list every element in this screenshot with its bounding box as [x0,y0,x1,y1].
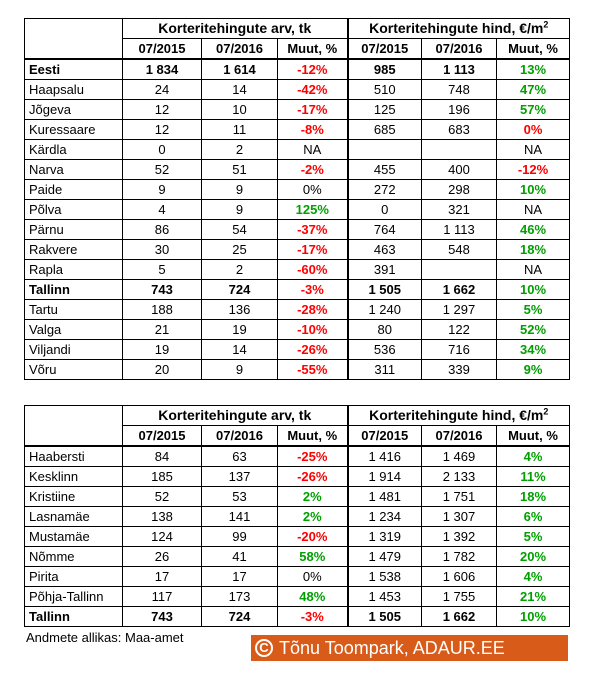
price-2015: 1 416 [348,446,422,467]
price-2015: 1 481 [348,487,422,507]
price-change: NA [497,140,570,160]
price-2015: 985 [348,59,422,80]
count-2015: 20 [123,360,202,380]
count-2015: 743 [123,607,202,627]
count-2016: 2 [202,140,278,160]
price-2015: 391 [348,260,422,280]
table-row [25,180,570,200]
price-2015: 1 319 [348,527,422,547]
count-change: -12% [278,59,348,80]
price-2016: 122 [422,320,497,340]
count-2016: 99 [202,527,278,547]
credit-banner [251,635,568,661]
price-2015: 1 240 [348,300,422,320]
table-row [25,140,570,160]
price-change: NA [497,260,570,280]
table-row [25,587,570,607]
count-change: 2% [278,487,348,507]
table-row [25,547,570,567]
table-row [25,80,570,100]
price-2015: 764 [348,220,422,240]
districts-table [24,405,570,627]
table-row [25,607,570,627]
table-row [25,200,570,220]
price-2015: 272 [348,180,422,200]
count-2015: 86 [123,220,202,240]
row-name: Tallinn [25,607,123,627]
price-change: 46% [497,220,570,240]
count-2016: 9 [202,200,278,220]
price-2015: 455 [348,160,422,180]
count-change: -28% [278,300,348,320]
row-name: Pärnu [25,220,123,240]
count-change: -37% [278,220,348,240]
row-name: Valga [25,320,123,340]
price-2016 [422,260,497,280]
count-2016: 2 [202,260,278,280]
price-2015: 536 [348,340,422,360]
table-row [25,507,570,527]
count-change: 2% [278,507,348,527]
row-name: Kristiine [25,487,123,507]
count-2015: 4 [123,200,202,220]
price-2015: 0 [348,200,422,220]
corner-cell [25,19,123,60]
count-2015: 52 [123,487,202,507]
count-2016: 14 [202,80,278,100]
price-2015: 463 [348,240,422,260]
table-row [25,567,570,587]
row-name: Viljandi [25,340,123,360]
price-change: 47% [497,80,570,100]
count-change: -10% [278,320,348,340]
price-2016 [422,140,497,160]
price-change: 34% [497,340,570,360]
count-2015: 30 [123,240,202,260]
count-change: -8% [278,120,348,140]
price-change: 20% [497,547,570,567]
row-name: Haabersti [25,446,123,467]
price-2016: 1 392 [422,527,497,547]
count-2016: 9 [202,360,278,380]
price-2016: 1 297 [422,300,497,320]
count-change: -3% [278,280,348,300]
price-2016: 683 [422,120,497,140]
table-row [25,487,570,507]
price-2015: 1 505 [348,280,422,300]
price-2015: 1 479 [348,547,422,567]
price-2015: 125 [348,100,422,120]
row-name: Põlva [25,200,123,220]
count-2016: 724 [202,280,278,300]
price-change: 4% [497,446,570,467]
price-change: 5% [497,527,570,547]
price-2016: 298 [422,180,497,200]
price-2016: 321 [422,200,497,220]
row-name: Tallinn [25,280,123,300]
period-header: 07/2015 [123,426,202,447]
count-2015: 12 [123,120,202,140]
price-change: 13% [497,59,570,80]
price-2015: 1 453 [348,587,422,607]
price-change: 6% [497,507,570,527]
count-2015: 1 834 [123,59,202,80]
count-2016: 9 [202,180,278,200]
price-2015: 80 [348,320,422,340]
price-2016: 1 782 [422,547,497,567]
row-name: Tartu [25,300,123,320]
count-2016: 137 [202,467,278,487]
price-change: 18% [497,240,570,260]
table-row [25,280,570,300]
price-2016: 339 [422,360,497,380]
count-change: -2% [278,160,348,180]
period-header: 07/2016 [202,39,278,60]
table-row [25,100,570,120]
table-row [25,340,570,360]
count-2015: 185 [123,467,202,487]
table-row [25,220,570,240]
count-2015: 138 [123,507,202,527]
count-2015: 84 [123,446,202,467]
table-row [25,240,570,260]
count-2016: 173 [202,587,278,607]
count-change: -20% [278,527,348,547]
count-2015: 5 [123,260,202,280]
price-change: 11% [497,467,570,487]
row-name: Narva [25,160,123,180]
count-change: -3% [278,607,348,627]
price-group-header: Korteritehingute hind, $€/m^2$ [348,406,570,426]
price-change: 18% [497,487,570,507]
table-row [25,120,570,140]
price-2016: 1 606 [422,567,497,587]
row-name: Pirita [25,567,123,587]
price-change: 57% [497,100,570,120]
count-2016: 1 614 [202,59,278,80]
price-2015: 685 [348,120,422,140]
count-2016: 53 [202,487,278,507]
count-change: 58% [278,547,348,567]
price-change: NA [497,200,570,220]
price-2016: 716 [422,340,497,360]
count-2015: 743 [123,280,202,300]
count-2015: 117 [123,587,202,607]
count-change: 0% [278,180,348,200]
count-2015: 52 [123,160,202,180]
count-2015: 0 [123,140,202,160]
table-row [25,320,570,340]
count-change: 48% [278,587,348,607]
count-2015: 21 [123,320,202,340]
count-2016: 10 [202,100,278,120]
price-2015: 1 234 [348,507,422,527]
count-2015: 19 [123,340,202,360]
count-group-header: Korteritehingute arv, tk [123,406,348,426]
table-row [25,467,570,487]
count-change: -26% [278,340,348,360]
period-header: 07/2015 [348,39,422,60]
price-2016: 1 113 [422,59,497,80]
price-change: 21% [497,587,570,607]
price-change: 5% [497,300,570,320]
count-2016: 11 [202,120,278,140]
count-change: -42% [278,80,348,100]
count-change: -17% [278,100,348,120]
price-change: 10% [497,180,570,200]
price-2015 [348,140,422,160]
price-2015: 1 914 [348,467,422,487]
data-source-note: Andmete allikas: Maa-amet [26,630,184,645]
table-row [25,160,570,180]
price-2015: 1 505 [348,607,422,627]
price-2016: 400 [422,160,497,180]
price-2016: 1 113 [422,220,497,240]
row-name: Mustamäe [25,527,123,547]
row-name: Lasnamäe [25,507,123,527]
price-change: 9% [497,360,570,380]
price-2016: 1 751 [422,487,497,507]
period-header: Muut, % [278,426,348,447]
row-name: Nõmme [25,547,123,567]
table-row [25,446,570,467]
table-row [25,260,570,280]
price-change: -12% [497,160,570,180]
period-header: 07/2015 [348,426,422,447]
count-2015: 12 [123,100,202,120]
count-2016: 25 [202,240,278,260]
price-group-header: Korteritehingute hind, $€/m^2$ [348,19,570,39]
count-change: 125% [278,200,348,220]
count-2016: 724 [202,607,278,627]
count-2016: 51 [202,160,278,180]
count-2015: 17 [123,567,202,587]
row-name: Eesti [25,59,123,80]
period-header: 07/2015 [123,39,202,60]
count-2016: 14 [202,340,278,360]
count-change: -17% [278,240,348,260]
price-2016: 1 307 [422,507,497,527]
price-change: 10% [497,607,570,627]
count-change: NA [278,140,348,160]
credit-text: Tõnu Toompark, ADAUR.EE [279,638,505,658]
period-header: 07/2016 [422,39,497,60]
table-row [25,527,570,547]
count-2015: 26 [123,547,202,567]
price-2015: 510 [348,80,422,100]
row-name: Jõgeva [25,100,123,120]
copyright-icon: C [255,639,273,657]
price-2016: 548 [422,240,497,260]
price-change: 0% [497,120,570,140]
corner-cell [25,406,123,447]
row-name: Haapsalu [25,80,123,100]
period-header: 07/2016 [202,426,278,447]
count-2015: 9 [123,180,202,200]
price-change: 52% [497,320,570,340]
price-2016: 1 662 [422,280,497,300]
count-2016: 63 [202,446,278,467]
period-header: Muut, % [497,426,570,447]
price-2016: 1 755 [422,587,497,607]
count-2016: 54 [202,220,278,240]
table-row [25,360,570,380]
table-row [25,300,570,320]
price-2016: 1 469 [422,446,497,467]
count-2016: 41 [202,547,278,567]
price-2015: 311 [348,360,422,380]
row-name: Rakvere [25,240,123,260]
table-row [25,59,570,80]
count-change: -26% [278,467,348,487]
count-2016: 19 [202,320,278,340]
count-2016: 17 [202,567,278,587]
price-change: 10% [497,280,570,300]
price-change: 4% [497,567,570,587]
count-2016: 136 [202,300,278,320]
row-name: Rapla [25,260,123,280]
row-name: Kuressaare [25,120,123,140]
count-change: 0% [278,567,348,587]
cities-table [24,18,570,380]
price-2016: 1 662 [422,607,497,627]
price-2016: 196 [422,100,497,120]
row-name: Võru [25,360,123,380]
count-2015: 124 [123,527,202,547]
period-header: Muut, % [497,39,570,60]
price-2016: 2 133 [422,467,497,487]
row-name: Kärdla [25,140,123,160]
row-name: Põhja-Tallinn [25,587,123,607]
period-header: 07/2016 [422,426,497,447]
period-header: Muut, % [278,39,348,60]
count-change: -55% [278,360,348,380]
count-change: -25% [278,446,348,467]
row-name: Kesklinn [25,467,123,487]
row-name: Paide [25,180,123,200]
count-change: -60% [278,260,348,280]
price-2015: 1 538 [348,567,422,587]
count-2016: 141 [202,507,278,527]
count-2015: 24 [123,80,202,100]
count-group-header: Korteritehingute arv, tk [123,19,348,39]
price-2016: 748 [422,80,497,100]
count-2015: 188 [123,300,202,320]
